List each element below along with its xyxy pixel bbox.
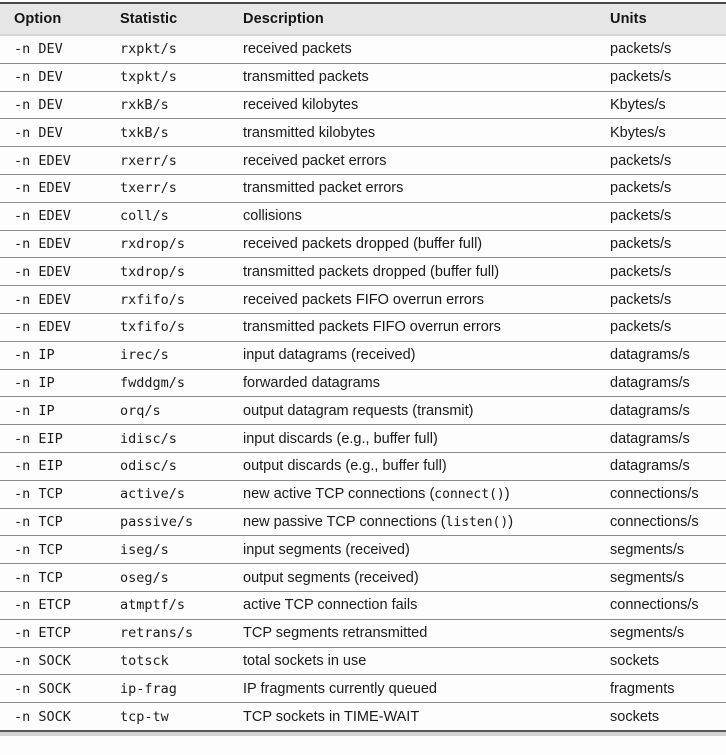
table-header (0, 3, 726, 35)
table-row (0, 341, 726, 369)
description-suffix: ) (504, 486, 510, 503)
cell-statistic: idisc/s (120, 425, 243, 453)
cell-description (243, 647, 610, 675)
description-text: output datagram requests (transmit) (243, 402, 474, 419)
cell-option: -n SOCK (0, 675, 120, 703)
cell-units: datagrams/s (610, 369, 726, 397)
cell-description (243, 480, 610, 508)
cell-units: datagrams/s (610, 341, 726, 369)
table-row (0, 675, 726, 703)
cell-description (243, 703, 610, 731)
cell-statistic: txkB/s (120, 119, 243, 147)
column-header-units: Units (610, 3, 726, 35)
cell-units: sockets (610, 708, 660, 725)
cell-option: -n DEV (0, 91, 120, 119)
table-row (0, 35, 726, 63)
cell-option: -n EDEV (0, 313, 120, 341)
description-suffix: ) (508, 513, 514, 530)
description-text: received packets (243, 41, 352, 58)
cell-description (243, 508, 610, 536)
cell-description (243, 174, 610, 202)
description-text: received packets FIFO overrun errors (243, 291, 484, 308)
table-row (0, 91, 726, 119)
description-text: input datagrams (received) (243, 347, 416, 364)
table-row (0, 703, 726, 731)
cell-units: packets/s (610, 258, 726, 286)
cell-statistic: tcp-tw (120, 708, 169, 725)
column-header-description: Description (243, 3, 610, 35)
cell-units: connections/s (610, 480, 726, 508)
cell-description (243, 91, 610, 119)
cell-statistic: retrans/s (120, 619, 243, 647)
cell-option: -n TCP (0, 508, 120, 536)
description-text: received kilobytes (243, 96, 359, 113)
cell-option: -n EDEV (0, 286, 120, 314)
cell-option: -n EDEV (0, 230, 120, 258)
cell-units: packets/s (610, 313, 726, 341)
table-row (0, 591, 726, 619)
cell-description (243, 425, 610, 453)
cell-units: connections/s (610, 591, 726, 619)
description-text: active TCP connection fails (243, 597, 418, 614)
table-row (0, 397, 726, 425)
cell-units: connections/s (610, 508, 726, 536)
cell-statistic: coll/s (120, 202, 243, 230)
cell-units: segments/s (610, 619, 726, 647)
description-text: TCP sockets in TIME-WAIT (243, 708, 420, 725)
cell-units: packets/s (610, 35, 726, 63)
cell-statistic: active/s (120, 480, 243, 508)
description-text: new passive TCP connections ( (243, 513, 446, 530)
cell-statistic: odisc/s (120, 452, 243, 480)
cell-option: -n TCP (0, 480, 120, 508)
cell-units: segments/s (610, 536, 726, 564)
description-text: IP fragments currently queued (243, 680, 437, 697)
cell-description (243, 341, 610, 369)
table-row (0, 313, 726, 341)
cell-description (243, 536, 610, 564)
cell-statistic: rxfifo/s (120, 286, 243, 314)
cell-description (243, 397, 610, 425)
cell-statistic: ip-frag (120, 675, 243, 703)
description-text: input segments (received) (243, 541, 410, 558)
cell-description (243, 147, 610, 175)
table-row (0, 647, 726, 675)
cell-option: -n DEV (0, 119, 120, 147)
cell-option: -n EIP (0, 425, 120, 453)
cell-statistic: txdrop/s (120, 258, 243, 286)
cell-description (243, 35, 610, 63)
cell-statistic: iseg/s (120, 536, 243, 564)
description-text: transmitted packets FIFO overrun errors (243, 319, 501, 336)
cell-description (243, 230, 610, 258)
cell-option: -n EIP (0, 452, 120, 480)
description-text: transmitted packets (243, 69, 369, 86)
cell-statistic: txfifo/s (120, 313, 243, 341)
description-code: connect() (434, 487, 505, 503)
cell-units: packets/s (610, 147, 726, 175)
description-text: new active TCP connections ( (243, 486, 435, 503)
cell-description (243, 313, 610, 341)
cell-units: packets/s (610, 63, 726, 91)
cell-statistic: totsck (120, 647, 243, 675)
column-header-statistic: Statistic (120, 3, 243, 35)
cell-option: -n IP (0, 369, 120, 397)
cell-option: -n EDEV (0, 174, 120, 202)
cell-description (243, 63, 610, 91)
cell-option: -n TCP (0, 536, 120, 564)
cell-statistic: rxdrop/s (120, 230, 243, 258)
cell-description (243, 369, 610, 397)
table-row (0, 369, 726, 397)
cell-units: Kbytes/s (610, 119, 726, 147)
table-row (0, 508, 726, 536)
cell-description (243, 258, 610, 286)
table-row (0, 202, 726, 230)
cell-option: -n SOCK (14, 708, 71, 725)
cell-units: packets/s (610, 230, 726, 258)
cell-units: packets/s (610, 202, 726, 230)
cell-option: -n IP (0, 397, 120, 425)
table-row (0, 536, 726, 564)
cell-description (243, 675, 610, 703)
table-row (0, 258, 726, 286)
description-text: received packet errors (243, 152, 387, 169)
cell-units: Kbytes/s (610, 91, 726, 119)
cell-option: -n TCP (0, 564, 120, 592)
table-row (0, 480, 726, 508)
table-row (0, 230, 726, 258)
table-row (0, 452, 726, 480)
cell-statistic: orq/s (120, 397, 243, 425)
cell-units: packets/s (610, 286, 726, 314)
cell-option: -n DEV (0, 63, 120, 91)
cell-description (243, 119, 610, 147)
cell-statistic: rxerr/s (120, 147, 243, 175)
table-body (0, 35, 726, 731)
description-text: received packets dropped (buffer full) (243, 235, 483, 252)
description-text: transmitted kilobytes (243, 124, 376, 141)
cell-description (243, 591, 610, 619)
table-row (0, 425, 726, 453)
cell-option: -n ETCP (0, 591, 120, 619)
cell-option: -n EDEV (0, 258, 120, 286)
cell-units: datagrams/s (610, 397, 726, 425)
cell-statistic: fwddgm/s (120, 369, 243, 397)
cell-units: sockets (610, 647, 726, 675)
cell-option: -n DEV (0, 35, 120, 63)
table-row (0, 564, 726, 592)
header-row (0, 3, 726, 35)
table-row (0, 619, 726, 647)
table-row (0, 286, 726, 314)
cell-statistic: txpkt/s (120, 63, 243, 91)
description-text: transmitted packet errors (243, 180, 404, 197)
column-header-option: Option (0, 3, 120, 35)
sar-network-statistics-table (0, 2, 726, 732)
description-text: forwarded datagrams (243, 374, 381, 391)
description-text: input discards (e.g., buffer full) (243, 430, 438, 447)
cell-statistic: irec/s (120, 341, 243, 369)
cell-option: -n IP (0, 341, 120, 369)
cell-description (243, 286, 610, 314)
cell-statistic: oseg/s (120, 564, 243, 592)
table-row (0, 63, 726, 91)
cell-description (243, 564, 610, 592)
description-text: output segments (received) (243, 569, 419, 586)
cell-statistic: rxpkt/s (120, 35, 243, 63)
table-row (0, 147, 726, 175)
cell-option: -n EDEV (0, 147, 120, 175)
cell-description (243, 202, 610, 230)
cell-units: segments/s (610, 564, 726, 592)
description-text: total sockets in use (243, 652, 367, 669)
cell-units: packets/s (610, 174, 726, 202)
cell-statistic: atmptf/s (120, 591, 243, 619)
description-text: transmitted packets dropped (buffer full) (243, 263, 500, 280)
cell-units: datagrams/s (610, 452, 726, 480)
cell-description (243, 619, 610, 647)
description-text: TCP segments retransmitted (243, 625, 428, 642)
cell-description (243, 452, 610, 480)
cell-statistic: txerr/s (120, 174, 243, 202)
table-row (0, 119, 726, 147)
cell-statistic: rxkB/s (120, 91, 243, 119)
cell-units: fragments (610, 675, 726, 703)
cell-option: -n ETCP (0, 619, 120, 647)
table-row (0, 174, 726, 202)
cell-option: -n EDEV (0, 202, 120, 230)
cell-units: datagrams/s (610, 425, 726, 453)
description-text: collisions (243, 208, 302, 225)
cell-statistic: passive/s (120, 508, 243, 536)
description-code: listen() (445, 514, 509, 530)
cell-option: -n SOCK (0, 647, 120, 675)
description-text: output discards (e.g., buffer full) (243, 458, 447, 475)
